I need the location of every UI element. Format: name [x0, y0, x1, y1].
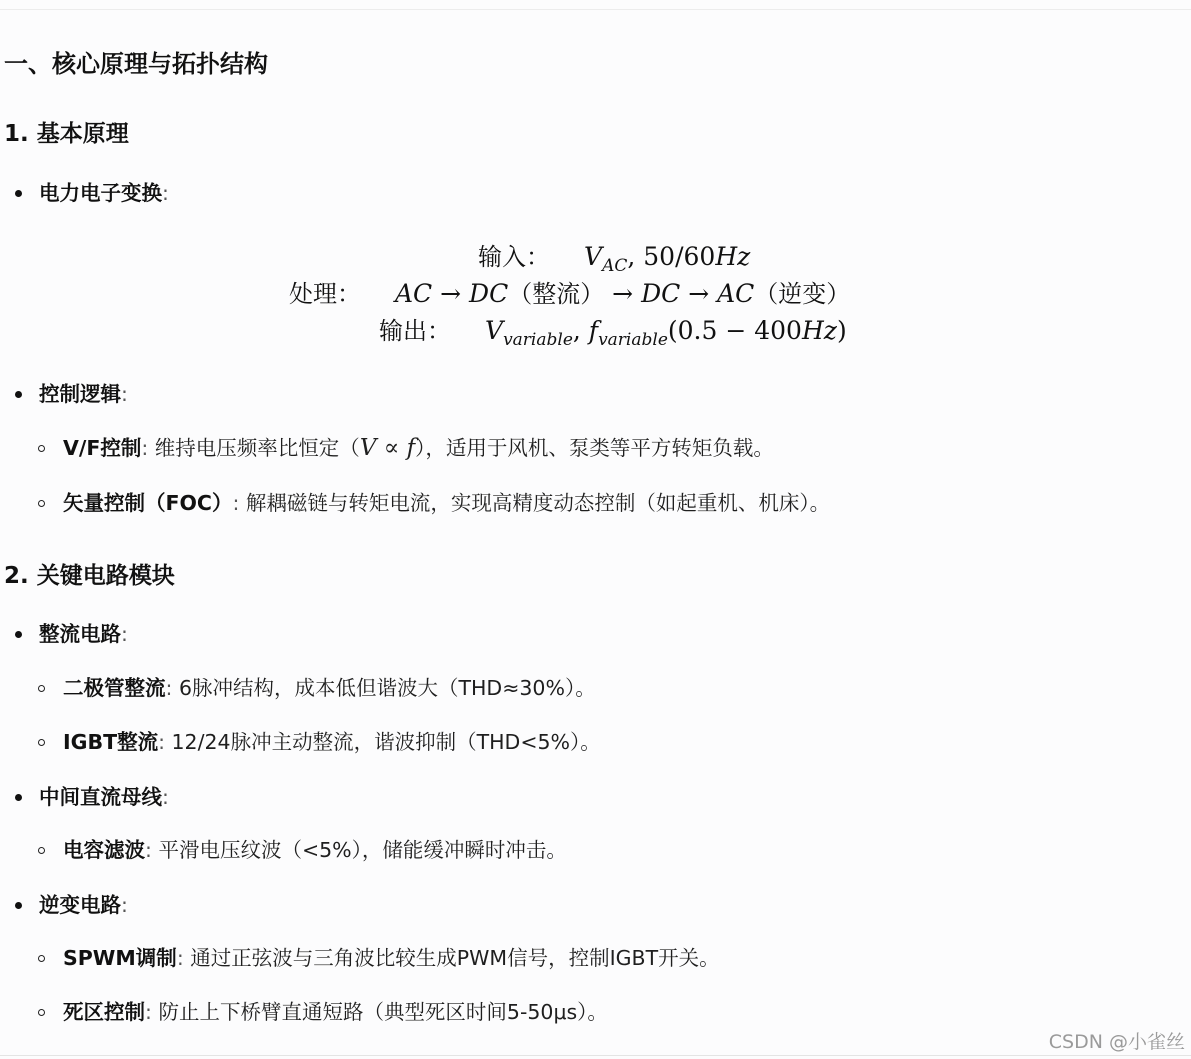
math-row-output — [379, 311, 847, 350]
math-var: AC — [717, 279, 755, 308]
math-var: AC — [395, 279, 433, 308]
item-sep: : — [145, 838, 152, 862]
math-row-input — [478, 237, 751, 276]
item-sep: : — [121, 382, 128, 406]
item-sep: : — [141, 436, 149, 460]
bullet-dot — [15, 794, 22, 801]
item-text: 维持电压频率比恒定（ — [148, 436, 360, 460]
math-label: 输入： — [478, 243, 550, 271]
subsection-heading-basics: 1. 基本原理 — [4, 121, 129, 147]
section-heading: 一、核心原理与拓扑结构 — [4, 50, 268, 78]
math-label: 处理： — [289, 280, 361, 308]
math-var: f — [588, 316, 599, 345]
item-text: 防止上下桥臂直通短路（典型死区时间5-50μs）。 — [151, 1000, 608, 1024]
math-var: DC — [641, 279, 681, 308]
sub-item-vf-control — [63, 434, 774, 462]
item-text: 平滑电压纹波（<5%），储能缓冲瞬时冲击。 — [151, 838, 567, 862]
bullet-dot — [15, 190, 22, 197]
math-text: (0.5 − 400 — [667, 316, 802, 345]
item-sep: : — [158, 730, 165, 754]
math-unit: Hz — [801, 316, 837, 345]
sub-bullet-circle — [38, 685, 45, 692]
item-label: 控制逻辑 — [39, 382, 121, 406]
item-sep: : — [165, 676, 173, 700]
sub-bullet-circle — [38, 1009, 45, 1016]
bullet-dot — [15, 391, 22, 398]
csdn-watermark: CSDN @小雀丝 — [1048, 1031, 1185, 1053]
item-sep: : — [145, 1000, 152, 1024]
math-var: V — [485, 316, 504, 345]
item-label: IGBT整流 — [63, 730, 159, 754]
subsection-heading-circuits: 2. 关键电路模块 — [4, 563, 175, 589]
item-label: 逆变电路 — [39, 893, 121, 917]
bullet-dot — [15, 902, 22, 909]
bullet-dot — [15, 631, 22, 638]
sub-bullet-circle — [38, 955, 45, 962]
math-unit: Hz — [715, 242, 751, 271]
list-item-power-conversion — [39, 179, 169, 207]
item-label: 中间直流母线 — [39, 785, 162, 809]
math-var: DC — [469, 279, 509, 308]
item-text: 6脉冲结构，成本低但谐波大（THD≈30%）。 — [172, 676, 596, 700]
math-text: （逆变） — [754, 280, 851, 308]
math-arrow: → — [680, 279, 718, 308]
math-text: （整流） — [508, 280, 605, 308]
item-label: 电容滤波 — [63, 838, 145, 862]
item-sep: : — [162, 181, 169, 205]
math-label: 输出： — [379, 317, 451, 345]
item-label: 矢量控制（FOC） — [63, 491, 233, 515]
sub-bullet-circle — [38, 739, 45, 746]
item-text: 通过正弦波与三角波比较生成PWM信号，控制IGBT开关。 — [183, 946, 720, 970]
sub-bullet-circle — [38, 847, 45, 854]
item-text: 12/24脉冲主动整流，谐波抑制（THD<5%）。 — [165, 730, 601, 754]
math-row-process — [289, 274, 850, 309]
bottom-divider — [0, 1055, 1191, 1056]
list-item-inverter — [39, 891, 128, 919]
sub-item-capacitor-filter — [63, 836, 567, 864]
sub-bullet-circle — [38, 445, 45, 452]
sub-item-dead-time — [63, 998, 608, 1026]
item-sep: : — [176, 946, 184, 970]
sub-item-spwm — [63, 944, 720, 972]
item-sep: : — [121, 622, 128, 646]
top-divider — [0, 9, 1191, 10]
item-text: ），适用于风机、泵类等平方转矩负载。 — [415, 436, 774, 460]
sub-item-igbt-rectifier — [63, 728, 601, 756]
math-var: f — [406, 435, 416, 461]
item-sep: : — [121, 893, 128, 917]
math-arrow: → — [604, 279, 642, 308]
item-label: 死区控制 — [63, 1000, 145, 1024]
item-label: 整流电路 — [39, 622, 121, 646]
math-op: ∝ — [376, 435, 407, 461]
math-text: , — [572, 316, 589, 345]
math-var: V — [584, 242, 603, 271]
item-label: V/F控制 — [63, 436, 142, 460]
list-item-rectifier — [39, 620, 128, 648]
math-sub: variable — [503, 330, 573, 350]
list-item-control-logic — [39, 380, 128, 408]
list-item-dc-bus — [39, 783, 169, 811]
sub-item-foc — [63, 489, 830, 517]
item-label: SPWM调制 — [63, 946, 177, 970]
sub-bullet-circle — [38, 500, 45, 507]
math-sub: AC — [602, 256, 628, 276]
item-label: 二极管整流 — [63, 676, 166, 700]
math-text: , 50/60 — [627, 242, 716, 271]
math-text: ) — [836, 316, 847, 345]
item-sep: : — [162, 785, 169, 809]
item-sep: : — [232, 491, 240, 515]
item-text: 解耦磁链与转矩电流，实现高精度动态控制（如起重机、机床）。 — [239, 491, 831, 515]
sub-item-diode-rectifier — [63, 674, 596, 702]
math-arrow: → — [432, 279, 470, 308]
item-label: 电力电子变换 — [39, 181, 162, 205]
math-sub: variable — [598, 330, 668, 350]
math-var: V — [359, 435, 377, 461]
